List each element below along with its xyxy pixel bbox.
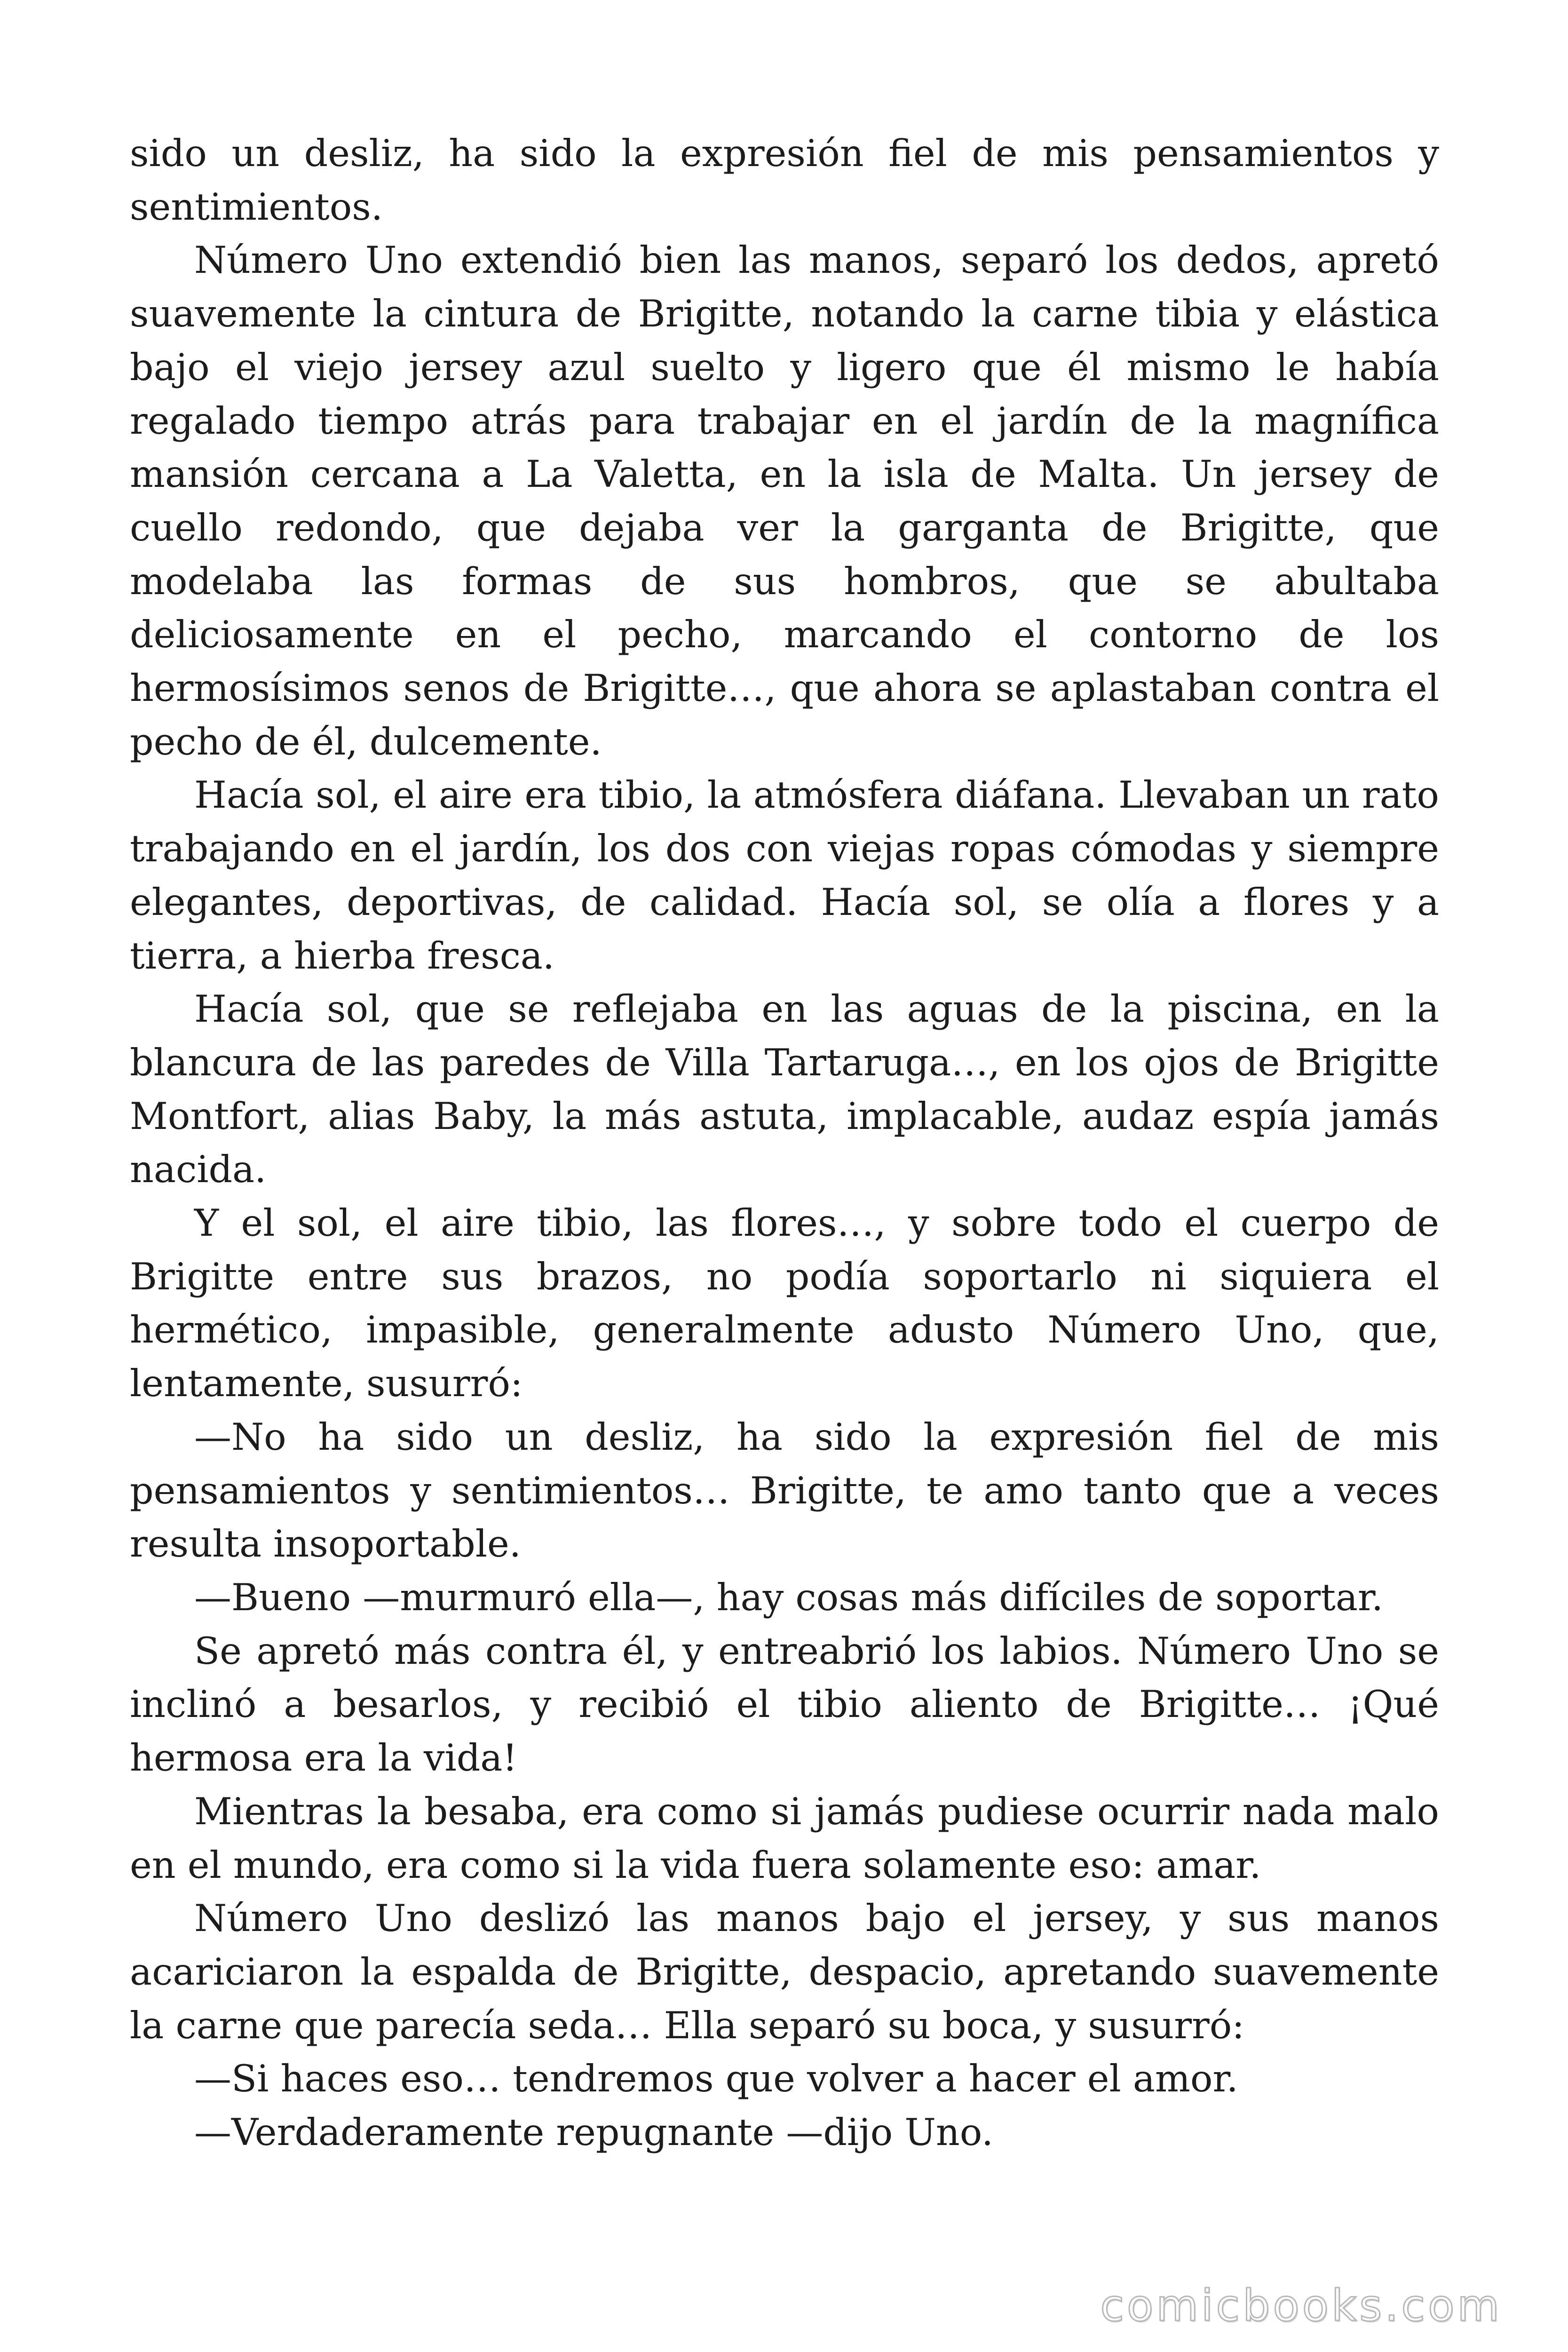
paragraph-10: Número Uno deslizó las manos bajo el jersey, y sus manos acariciaron la espalda de Brigitte, despacio, apretando suavemente la carne que parecía seda… Ella separó su boca, y susurró: (130, 1897, 1439, 2047)
paragraph-12: —Verdaderamente repugnante —dijo Uno. (194, 2111, 994, 2154)
paragraph-11: —Si haces eso… tendremos que volver a hacer el amor. (194, 2057, 1238, 2101)
paragraph-4: Hacía sol, que se reflejaba en las aguas de la piscina, en la blancura de las paredes de Villa Tartaruga…, en los ojos de Brigitte Montfort, alias Baby, la más astuta, implacable, audaz espía jamás nacida. (130, 987, 1439, 1192)
paragraph-2: Número Uno extendió bien las manos, separó los dedos, apretó suavemente la cintura de Brigitte, notando la carne tibia y elástica bajo el viejo jersey azul suelto y ligero que él mismo le había regalado tiempo atrás para trabajar en el jardín de la magnífica mansión cercana a La Valetta, en la isla de Malta. Un jersey de cuello redondo, que dejaba ver la garganta de Brigitte, que modelaba las formas de sus hombros, que se abultaba deliciosamente en el pecho, marcando el contorno de los hermosísimos senos de Brigitte…, que ahora se aplastaban contra el pecho de él, dulcemente. (130, 238, 1439, 763)
paragraph-5: Y el sol, el aire tibio, las flores…, y sobre todo el cuerpo de Brigitte entre sus brazos, no podía soportarlo ni siquiera el hermético, impasible, generalmente adusto Número Uno, que, lentamente, susurró: (130, 1201, 1439, 1406)
paragraph-1: sido un desliz, ha sido la expresión fiel de mis pensamientos y sentimientos. (130, 132, 1439, 229)
page-body-text (130, 127, 1439, 2160)
watermark-logo: comicbooks.com (1100, 2280, 1502, 2331)
paragraph-6: —No ha sido un desliz, ha sido la expresión fiel de mis pensamientos y sentimientos… Brigitte, te amo tanto que a veces resulta insoportable. (130, 1415, 1439, 1566)
paragraph-8: Se apretó más contra él, y entreabrió los labios. Número Uno se inclinó a besarlos, y recibió el tibio aliento de Brigitte… ¡Qué hermosa era la vida! (130, 1629, 1439, 1780)
paragraph-3: Hacía sol, el aire era tibio, la atmósfera diáfana. Llevaban un rato trabajando en el jardín, los dos con viejas ropas cómodas y siempre elegantes, deportivas, de calidad. Hacía sol, se olía a flores y a tierra, a hierba fresca. (130, 773, 1439, 977)
paragraph-7: —Bueno —murmuró ella—, hay cosas más difíciles de soportar. (194, 1575, 1384, 1619)
paragraph-9: Mientras la besaba, era como si jamás pudiese ocurrir nada malo en el mundo, era como si la vida fuera solamente eso: amar. (130, 1789, 1439, 1887)
